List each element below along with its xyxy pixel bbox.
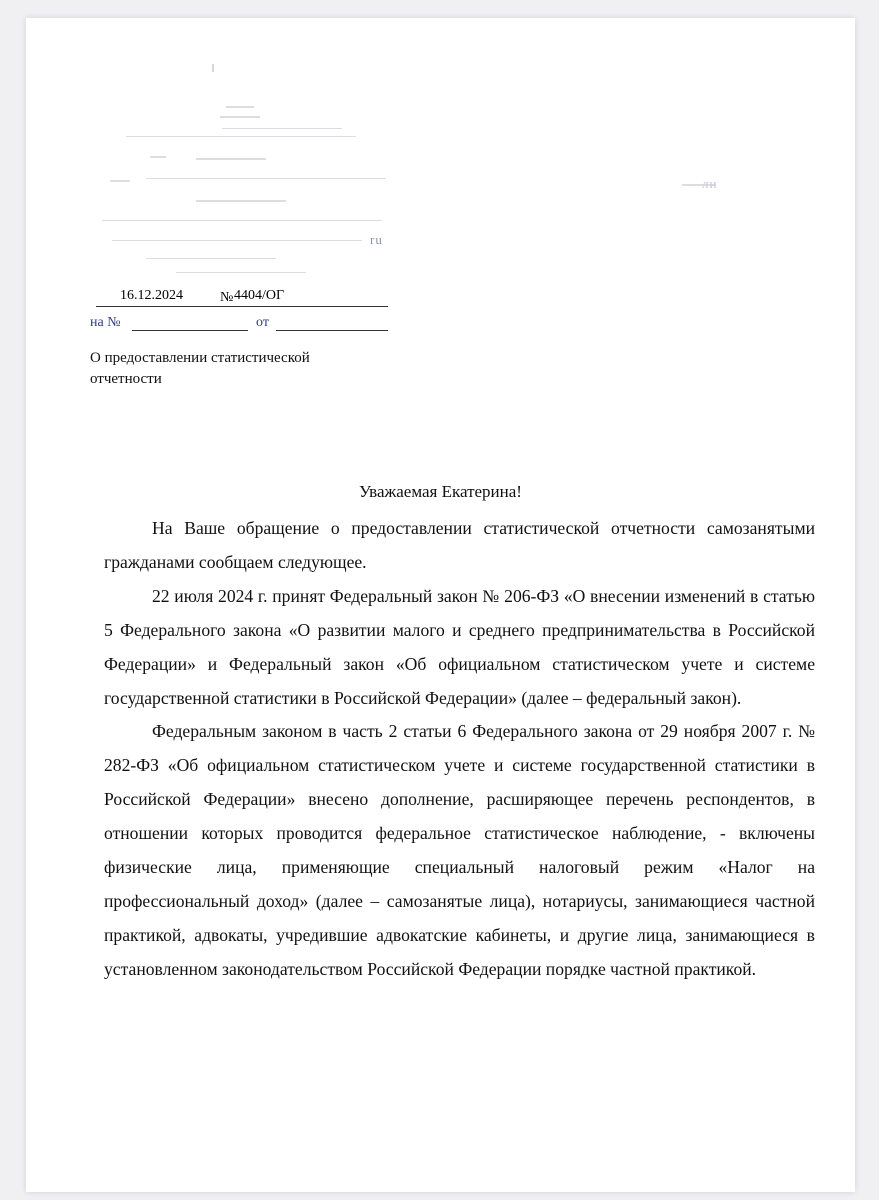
body-paragraph: Федеральным законом в часть 2 статьи 6 Федерального закона от 29 ноября 2007 г. № 282-ФЗ «Об официальном статистическом учете и системе государственной статистики в Российской Федерации» внесено дополнение, расширяющее перечень респондентов, в отношении которых проводится федеральное статистическое наблюдение, - включены физические лица, применяющие специальный налоговый режим «Налог на профессиональный доход» (далее – самозанятые лица), нотариусы, занимающиеся частной практикой, адвокаты, учредившие адвокатские кабинеты, и другие лица, занимающиеся в установленном законодательством Российской Федерации порядке частной практикой. — [104, 721, 815, 979]
reference-number-line — [132, 330, 248, 331]
registration-date: 16.12.2024 — [120, 288, 183, 303]
faded-fragment-ru: ru — [370, 232, 383, 247]
registration-underline — [96, 306, 388, 307]
body-paragraph: 22 июля 2024 г. принят Федеральный закон № 206-ФЗ «О внесении изменений в статью 5 Федерального закона «О развитии малого и среднего предпринимательства в Российской Федерации» и Федеральный закон «Об официальном статистическом учете и системе государственной статистики в Российской Федерации» (далее – федеральный закон). — [104, 585, 815, 708]
registration-number-sign: № — [220, 290, 234, 305]
reference-number-label: на № — [90, 315, 121, 330]
letter-greeting: Уважаемая Екатерина! — [359, 482, 522, 501]
faded-fragment-li: ли — [702, 176, 718, 191]
body-paragraph: На Ваше обращение о предоставлении статистической отчетности самозанятыми гражданами сообщаем следующее. — [104, 518, 815, 572]
letter-subject: О предоставлении статистической отчетности — [90, 350, 310, 387]
document-page — [26, 18, 855, 1192]
registration-number: 4404/ОГ — [234, 288, 285, 303]
letter-body — [104, 512, 815, 987]
reference-date-line — [276, 330, 388, 331]
reference-date-label: от — [256, 315, 269, 330]
